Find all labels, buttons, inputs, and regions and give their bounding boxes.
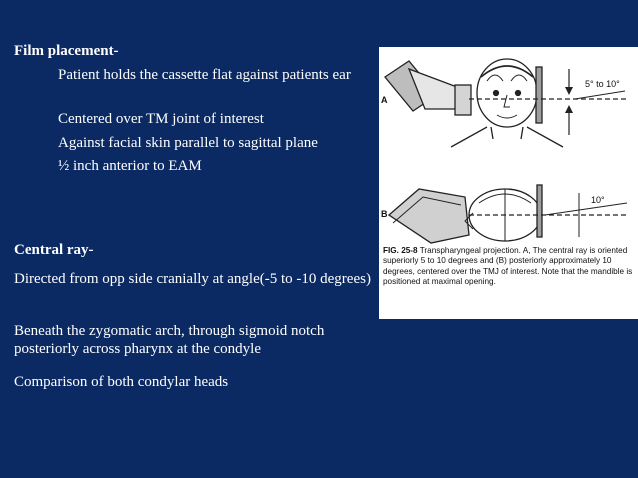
film-bullet-1: Patient holds the cassette flat against patients ear: [58, 67, 351, 83]
central-ray-paragraph-1: Directed from opp side cranially at angle(-5 to -10 degrees): [14, 271, 371, 287]
film-placement-heading: Film placement-: [14, 43, 119, 59]
central-ray-heading: Central ray-: [14, 242, 94, 258]
panel-a-label: A: [381, 95, 388, 105]
caption-text: Transpharyngeal projection. A, The central ray is oriented superiorly 5 to 10 degrees and (B) posteriorly approximately 10 degrees, centered over the TMJ of interest. Note that the mandible is positioned at maximal opening.: [383, 246, 633, 287]
transpharyngeal-figure: [379, 47, 638, 319]
figure-caption: [383, 246, 635, 288]
film-bullet-2: Centered over TM joint of interest: [58, 111, 264, 127]
film-bullet-4: ½ inch anterior to EAM: [58, 158, 202, 174]
angle-a-label: 5° to 10°: [585, 79, 620, 89]
film-bullet-3: Against facial skin parallel to sagittal plane: [58, 135, 318, 151]
central-ray-paragraph-2: Beneath the zygomatic arch, through sigmoid notch posteriorly across pharynx at the condyle: [14, 323, 325, 357]
panel-b-label: B: [381, 209, 388, 219]
angle-b-label: 10°: [591, 195, 605, 205]
figure-illustration: [379, 47, 638, 247]
central-ray-paragraph-3: Comparison of both condylar heads: [14, 374, 229, 390]
caption-number: FIG. 25-8: [383, 246, 418, 255]
